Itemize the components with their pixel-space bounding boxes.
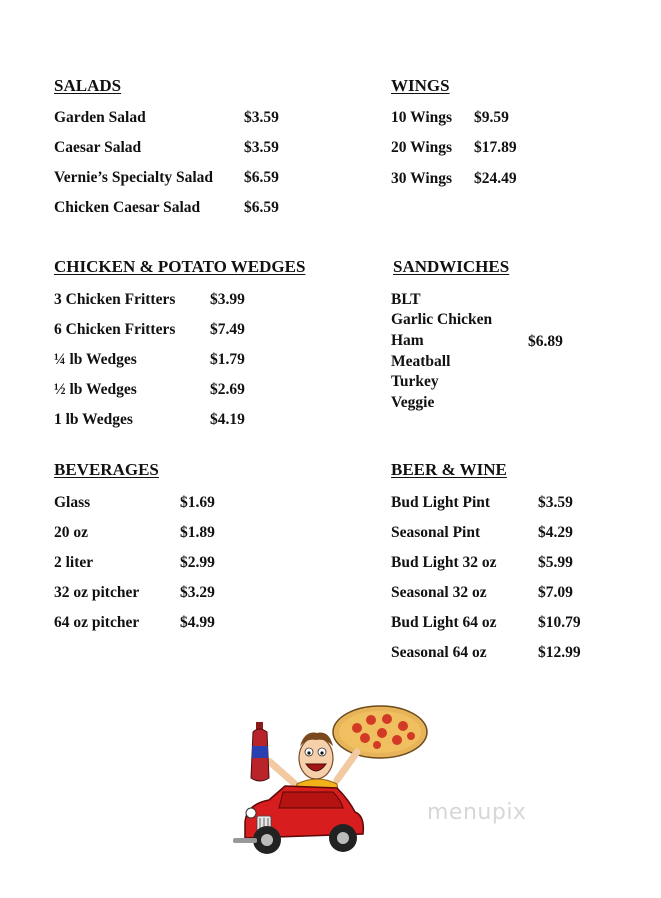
item-price: $7.09 xyxy=(538,584,573,601)
item-name: 64 oz pitcher xyxy=(54,614,140,631)
item-price: $3.59 xyxy=(538,494,573,511)
item-name: Seasonal 64 oz xyxy=(391,644,487,661)
red-car-icon xyxy=(233,786,363,854)
item-name: 20 Wings xyxy=(391,139,453,156)
item-name: 1 lb Wedges xyxy=(54,411,133,428)
item-name: 10 Wings xyxy=(391,109,453,126)
item-price: $1.89 xyxy=(180,524,215,541)
item-price: $4.29 xyxy=(538,524,573,541)
sandwich-item: Turkey xyxy=(391,373,439,390)
item-price: $12.99 xyxy=(538,644,581,661)
sandwiches-heading: SANDWICHES xyxy=(393,257,510,276)
item-name: ¼ lb Wedges xyxy=(54,351,137,368)
item-price: $5.99 xyxy=(538,554,573,571)
item-price: $6.59 xyxy=(244,169,279,186)
item-name: Vernie’s Specialty Salad xyxy=(54,169,214,186)
item-price: $3.29 xyxy=(180,584,215,601)
item-price: $2.69 xyxy=(210,381,245,398)
item-price: $7.49 xyxy=(210,321,245,338)
item-price: $3.99 xyxy=(210,291,245,308)
item-name: Garden Salad xyxy=(54,109,146,126)
pizza-icon xyxy=(333,706,427,758)
item-name: Bud Light 64 oz xyxy=(391,614,497,631)
item-name: 6 Chicken Fritters xyxy=(54,321,176,338)
item-price: $3.59 xyxy=(244,109,279,126)
item-price: $1.69 xyxy=(180,494,215,511)
item-name: Seasonal Pint xyxy=(391,524,481,541)
item-price: $9.59 xyxy=(474,109,509,126)
item-price: $17.89 xyxy=(474,139,517,156)
sandwich-item: Ham xyxy=(391,332,424,349)
item-price: $6.59 xyxy=(244,199,279,216)
item-price: $24.49 xyxy=(474,170,517,187)
sandwich-price: $6.89 xyxy=(528,333,563,350)
item-name: 32 oz pitcher xyxy=(54,584,140,601)
item-name: Chicken Caesar Salad xyxy=(54,199,201,216)
sandwich-item: Meatball xyxy=(391,353,451,370)
item-price: $10.79 xyxy=(538,614,581,631)
item-name: 3 Chicken Fritters xyxy=(54,291,176,308)
salads-heading: SALADS xyxy=(54,76,122,95)
sandwich-item: Garlic Chicken xyxy=(391,311,493,328)
item-name: Seasonal 32 oz xyxy=(391,584,487,601)
item-name: 30 Wings xyxy=(391,170,453,187)
wings-heading: WINGS xyxy=(391,76,450,95)
beverages-heading: BEVERAGES xyxy=(54,460,159,479)
pizza-mascot-car-illustration xyxy=(225,700,440,865)
soda-bottle-icon xyxy=(251,722,269,781)
beer-wine-heading: BEER & WINE xyxy=(391,460,507,479)
item-price: $1.79 xyxy=(210,351,245,368)
item-name: ½ lb Wedges xyxy=(54,381,137,398)
sandwich-item: BLT xyxy=(391,291,421,308)
item-price: $4.99 xyxy=(180,614,215,631)
item-price: $2.99 xyxy=(180,554,215,571)
sandwich-item: Veggie xyxy=(391,394,435,411)
item-name: Bud Light Pint xyxy=(391,494,491,511)
item-price: $4.19 xyxy=(210,411,245,428)
item-name: Caesar Salad xyxy=(54,139,142,156)
item-name: 20 oz xyxy=(54,524,89,541)
item-price: $3.59 xyxy=(244,139,279,156)
menupix-watermark: menupix xyxy=(427,800,527,825)
item-name: Bud Light 32 oz xyxy=(391,554,497,571)
chicken-wedges-heading: CHICKEN & POTATO WEDGES xyxy=(54,257,306,276)
item-name: Glass xyxy=(54,494,91,511)
mascot-face-icon xyxy=(299,733,333,779)
item-name: 2 liter xyxy=(54,554,94,571)
